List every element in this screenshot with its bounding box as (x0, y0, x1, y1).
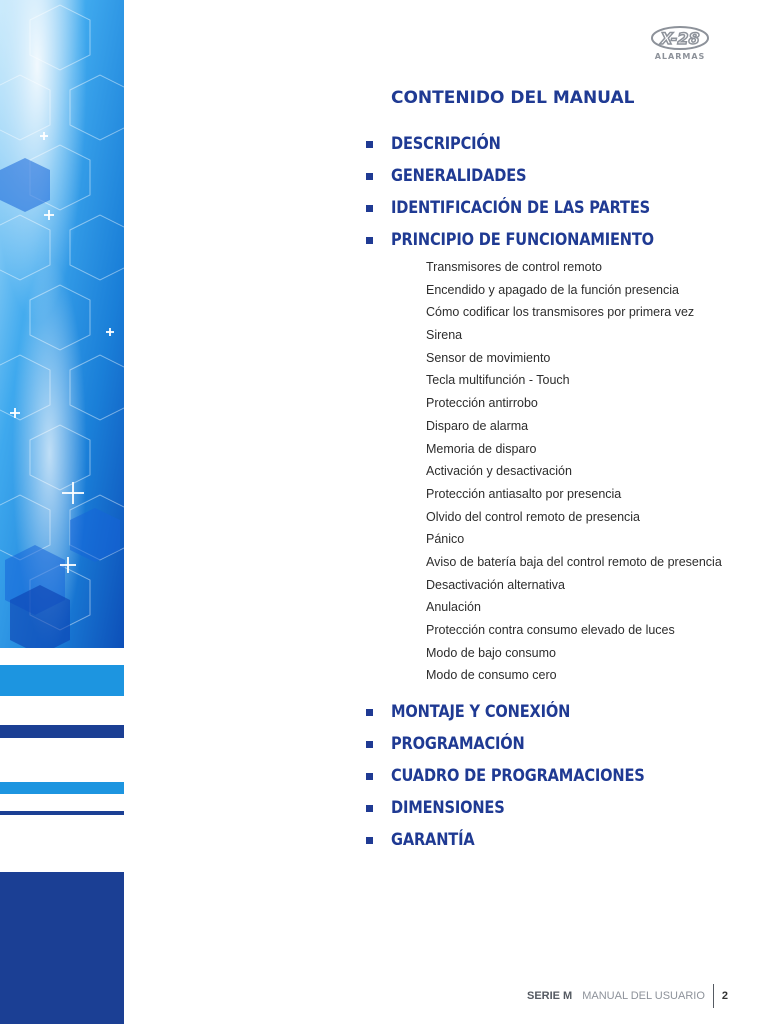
square-bullet-icon (366, 773, 373, 780)
toc-subitem[interactable]: Disparo de alarma (426, 418, 529, 433)
square-bullet-icon (366, 709, 373, 716)
toc-subitem[interactable]: Memoria de disparo (426, 441, 537, 456)
toc-subitem[interactable]: Sensor de movimiento (426, 350, 551, 365)
toc-subitem[interactable]: Transmisores de control remoto (426, 260, 602, 274)
toc-section-label: IDENTIFICACIÓN DE LAS PARTES (391, 198, 651, 218)
footer-series: SERIE M (526, 990, 573, 1002)
toc-section-label: MONTAJE Y CONEXIÓN (391, 702, 571, 722)
toc-subitem[interactable]: Anulación (426, 600, 481, 615)
accent-stripe (0, 665, 124, 696)
toc-subitem[interactable]: Encendido y apagado de la función presencia (426, 282, 679, 297)
accent-stripe (0, 811, 124, 815)
toc-subitem[interactable]: Aviso de batería baja del control remoto de presencia (426, 554, 722, 569)
square-bullet-icon (366, 237, 373, 244)
brand-logo (648, 24, 712, 64)
toc-sections-bottom (366, 696, 686, 856)
toc-section-label: PRINCIPIO DE FUNCIONAMIENTO (391, 230, 654, 250)
square-bullet-icon (366, 141, 373, 148)
toc-section-item[interactable] (366, 160, 697, 192)
toc-section-item[interactable] (366, 128, 697, 160)
toc-subitem[interactable]: Modo de bajo consumo (426, 645, 556, 660)
toc-section-label: GENERALIDADES (391, 166, 527, 186)
toc-section-label: CUADRO DE PROGRAMACIONES (391, 766, 645, 786)
footer-manual-title: MANUAL DEL USUARIO (582, 990, 705, 1002)
square-bullet-icon (366, 805, 373, 812)
accent-block (0, 872, 124, 1024)
logo-mark-icon (648, 24, 712, 52)
hexagon-tech-illustration (0, 0, 124, 648)
toc-section-label: GARANTÍA (391, 830, 475, 850)
footer-divider (713, 984, 714, 1008)
logo-text: X-28 (660, 29, 700, 48)
toc-section-item[interactable] (366, 696, 686, 728)
toc-subitem[interactable]: Protección antiasalto por presencia (426, 486, 622, 501)
toc-section-label: DESCRIPCIÓN (391, 134, 501, 154)
toc-section-label: DIMENSIONES (391, 798, 505, 818)
toc-section-item[interactable] (366, 728, 686, 760)
decorative-side-band (0, 0, 124, 1024)
toc-subitem[interactable]: Protección contra consumo elevado de luces (426, 623, 675, 637)
toc-subitem[interactable]: Activación y desactivación (426, 464, 572, 479)
page-number: 2 (721, 990, 728, 1002)
toc-section-label: PROGRAMACIÓN (391, 734, 525, 754)
toc-subitem[interactable]: Olvido del control remoto de presencia (426, 509, 641, 524)
square-bullet-icon (366, 741, 373, 748)
toc-subitem[interactable]: Pánico (426, 532, 465, 547)
page-footer (527, 984, 728, 1008)
accent-stripe (0, 782, 124, 794)
toc-subitem[interactable]: Protección antirrobo (426, 396, 538, 411)
accent-stripe (0, 725, 124, 738)
toc-section-item[interactable] (366, 792, 686, 824)
toc-subitem[interactable]: Sirena (426, 328, 463, 343)
toc-subitem[interactable]: Cómo codificar los transmisores por primera vez (426, 305, 695, 320)
toc-sections-top (366, 128, 697, 256)
page-title: CONTENIDO DEL MANUAL (391, 88, 635, 108)
toc-section-item[interactable] (366, 760, 686, 792)
toc-subitem[interactable]: Modo de consumo cero (426, 668, 557, 683)
toc-subitem[interactable]: Tecla multifunción - Touch (426, 373, 570, 388)
square-bullet-icon (366, 173, 373, 180)
toc-section-item[interactable] (366, 824, 686, 856)
toc-subitems (426, 256, 722, 687)
toc-section-item[interactable] (366, 224, 697, 256)
logo-subtext: ALARMAS (654, 52, 706, 61)
square-bullet-icon (366, 205, 373, 212)
square-bullet-icon (366, 837, 373, 844)
toc-subitem[interactable]: Desactivación alternativa (426, 577, 565, 592)
toc-section-item[interactable] (366, 192, 697, 224)
